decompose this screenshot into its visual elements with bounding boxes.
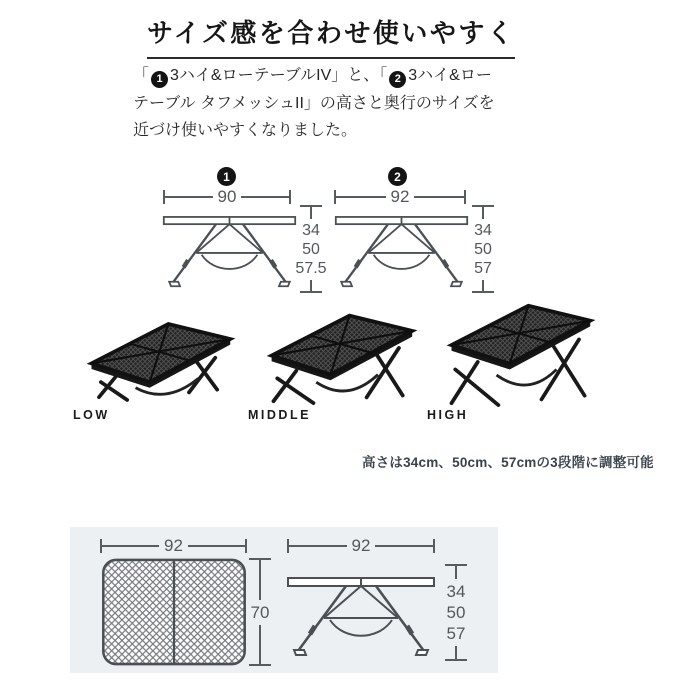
text-segment: 3ハイ&ローテーブルIV」と、「 — [170, 67, 388, 84]
height-value: 34 — [446, 582, 466, 601]
dim-line — [482, 280, 484, 292]
height-value: 50 — [474, 240, 492, 258]
dim-tick — [249, 664, 271, 666]
paragraph-line-1 — [133, 62, 563, 90]
height-value: 57 — [446, 624, 466, 643]
dim-tick — [445, 659, 467, 661]
dim-line — [165, 196, 213, 198]
table-top-view-drawing — [100, 558, 248, 666]
dim-line — [310, 207, 312, 219]
table-photo-middle — [264, 306, 416, 408]
dim-tick — [245, 539, 247, 553]
dim-line — [259, 625, 261, 665]
table-photo-low — [84, 314, 234, 409]
height-dimension-1 — [294, 205, 328, 293]
text-segment: 3ハイ&ロー — [408, 67, 492, 84]
dim-line — [310, 280, 312, 292]
text-segment: 「 — [133, 67, 150, 84]
table-front-view-drawing-1 — [162, 205, 297, 291]
photo-label-high: HIGH — [427, 408, 469, 422]
width-value: 92 — [390, 187, 410, 206]
frontview-width-dimension — [287, 536, 435, 555]
dim-line — [289, 545, 347, 547]
table-front-view-drawing-bottom — [286, 564, 436, 661]
photo-label-low: LOW — [73, 408, 110, 422]
width-value: 90 — [217, 187, 237, 206]
paragraph-line-2: テーブル タフメッシュII」の高さと奥行のサイズを — [133, 94, 495, 112]
page-title: サイズ感を合わせ使いやすく — [147, 13, 515, 59]
depth-value: 70 — [250, 602, 270, 622]
height-values — [474, 219, 492, 280]
photo-label-middle: MIDDLE — [248, 408, 311, 422]
circled-1-icon: 1 — [217, 167, 236, 186]
dim-line — [188, 545, 245, 547]
width-value: 92 — [351, 536, 371, 555]
dim-line — [102, 545, 159, 547]
height-values — [295, 219, 326, 280]
height-value: 50 — [302, 240, 320, 258]
height-adjust-caption: 高さは34cm、50cm、57cmの3段階に調整可能 — [362, 455, 654, 470]
circled-2-icon: 2 — [388, 167, 407, 186]
height-dimension-2 — [466, 205, 500, 293]
dim-tick — [289, 190, 291, 204]
height-value: 57 — [474, 259, 492, 277]
table-photo-high — [444, 296, 594, 411]
dim-line — [455, 646, 457, 659]
topview-width-dimension — [100, 536, 247, 555]
dim-tick — [472, 291, 494, 293]
dim-line — [336, 196, 386, 198]
dim-line — [482, 207, 484, 219]
dim-tick — [433, 539, 435, 553]
height-values — [447, 579, 466, 646]
height-value: 34 — [302, 221, 320, 239]
width-dimension-2 — [334, 187, 466, 206]
dim-line — [259, 560, 261, 600]
dim-line — [414, 196, 464, 198]
circled-1-icon: 1 — [151, 71, 168, 88]
dim-tick — [300, 291, 322, 293]
width-value: 92 — [164, 536, 183, 555]
table-front-view-drawing-2 — [334, 205, 469, 291]
dim-line — [375, 545, 433, 547]
height-value: 50 — [446, 603, 466, 622]
frontview-height-dimension — [438, 564, 474, 661]
width-dimension-1 — [163, 187, 291, 206]
depth-values — [251, 600, 270, 625]
depth-dimension — [248, 558, 272, 666]
height-value: 34 — [474, 221, 492, 239]
description-paragraph — [133, 62, 563, 145]
height-value: 57.5 — [295, 259, 327, 277]
dim-line — [455, 566, 457, 579]
circled-2-icon: 2 — [389, 71, 406, 88]
dim-tick — [464, 190, 466, 204]
dim-line — [241, 196, 289, 198]
paragraph-line-3: 近づけ使いやすくなりました。 — [133, 122, 358, 139]
